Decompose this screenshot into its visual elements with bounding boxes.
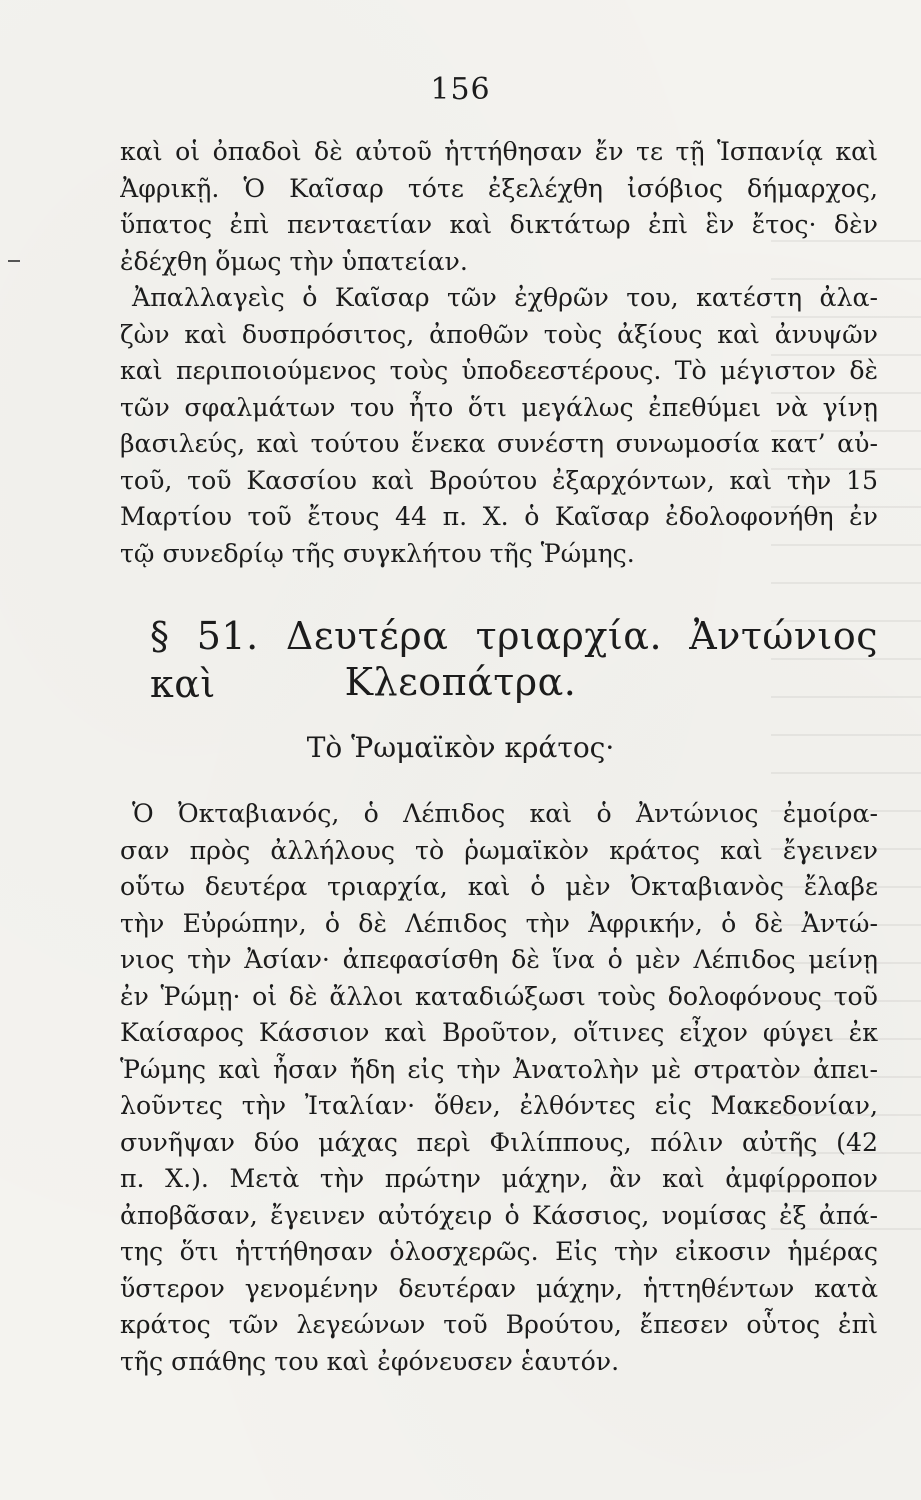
text-line: Ἀφρικῇ. Ὁ Καῖσαρ τότε ἐξελέχθη ἰσόβιος δήμαρχος, bbox=[120, 173, 878, 203]
text-line: λοῦντες τὴν Ἰταλίαν· ὅθεν, ἐλθόντες εἰς Μακεδονίαν, bbox=[120, 1091, 878, 1120]
text-line: συνῆψαν δύο μάχας περὶ Φιλίππους, πόλιν αὐτῆς (42 bbox=[120, 1127, 878, 1157]
section-heading-continuation: Κλεοπάτρα. bbox=[344, 660, 577, 704]
section-heading: § 51. Δευτέρα τριαρχία. Ἀντώνιος καὶ bbox=[150, 614, 878, 706]
text-line: της ὅτι ἡττήθησαν ὁλοσχερῶς. Εἰς τὴν εἰκοσιν ἡμέρας bbox=[120, 1237, 878, 1266]
text-line: τῷ συνεδρίῳ τῆς συγκλήτου τῆς Ῥώμης. bbox=[120, 538, 635, 568]
text-line: καὶ περιποιούμενος τοὺς ὑποδεεστέρους. Τὸ μέγιστον δὲ bbox=[120, 356, 878, 385]
text-line: οὕτω δευτέρα τριαρχία, καὶ ὁ μὲν Ὀκταβιανὸς ἔλαβε bbox=[120, 872, 878, 901]
text-line: τῆς σπάθης του καὶ ἐφόνευσεν ἑαυτόν. bbox=[120, 1346, 620, 1376]
text-line: βασιλεύς, καὶ τούτου ἕνεκα συνέστη συνωμοσία κατ’ αὐ- bbox=[120, 429, 878, 458]
text-line: νιος τὴν Ἀσίαν· ἀπεφασίσθη δὲ ἵνα ὁ μὲν Λέπιδος μείνῃ bbox=[120, 945, 878, 974]
text-line: ἐν Ῥώμῃ· οἱ δὲ ἄλλοι καταδιώξωσι τοὺς δολοφόνους τοῦ bbox=[120, 981, 878, 1011]
text-line: καὶ οἱ ὀπαδοὶ δὲ αὐτοῦ ἡττήθησαν ἔν τε τῇ Ἱσπανίᾳ καὶ bbox=[120, 137, 878, 166]
section-subheading: Τὸ Ῥωμαϊκὸν κράτος· bbox=[306, 731, 615, 764]
paragraph-2 bbox=[120, 280, 878, 572]
text-line: ἐδέχθη ὅμως τὴν ὑπατείαν. bbox=[120, 246, 468, 276]
text-line: σαν πρὸς ἀλλήλους τὸ ῥωμαϊκὸν κράτος καὶ ἔγεινεν bbox=[120, 835, 878, 865]
page-number: 156 bbox=[430, 72, 491, 107]
text-line: ἀποβᾶσαν, ἔγεινεν αὐτόχειρ ὁ Κάσσιος, νομίσας ἐξ ἀπά- bbox=[120, 1200, 878, 1230]
text-line: π. Χ.). Μετὰ τὴν πρώτην μάχην, ἂν καὶ ἀμφίρροπον bbox=[120, 1164, 878, 1193]
text-line: Καίσαρος Κάσσιον καὶ Βροῦτον, οἵτινες εἶχον φύγει ἐκ bbox=[120, 1018, 878, 1047]
text-line: κράτος τῶν λεγεώνων τοῦ Βρούτου, ἔπεσεν οὗτος ἐπὶ bbox=[120, 1310, 878, 1339]
text-line: ὕστερον γενομένην δευτέραν μάχην, ἡττηθέντων κατὰ bbox=[120, 1273, 878, 1303]
text-line: τὴν Εὐρώπην, ὁ δὲ Λέπιδος τὴν Ἀφρικήν, ὁ δὲ Ἀντώ- bbox=[120, 908, 878, 938]
text-line: Ὁ Ὀκταβιανός, ὁ Λέπιδος καὶ ὁ Ἀντώνιος ἐμοίρα- bbox=[132, 799, 878, 828]
paragraph-3 bbox=[120, 796, 878, 1380]
text-line: ζὼν καὶ δυσπρόσιτος, ἀποθῶν τοὺς ἀξίους καὶ ἀνυψῶν bbox=[120, 319, 878, 349]
margin-mark bbox=[8, 260, 20, 262]
text-line: Ῥώμης καὶ ἦσαν ἤδη εἰς τὴν Ἀνατολὴν μὲ στρατὸν ἀπει- bbox=[120, 1054, 878, 1084]
text-line: τοῦ, τοῦ Κασσίου καὶ Βρούτου ἐξαρχόντων, καὶ τὴν 15 bbox=[120, 465, 878, 495]
text-line: ὕπατος ἐπὶ πενταετίαν καὶ δικτάτωρ ἐπὶ ἓν ἔτος· δὲν bbox=[120, 210, 878, 239]
text-line: Ἀπαλλαγεὶς ὁ Καῖσαρ τῶν ἐχθρῶν του, κατέστη ἀλα- bbox=[132, 283, 878, 312]
text-line: τῶν σφαλμάτων του ἦτο ὅτι μεγάλως ἐπεθύμει νὰ γίνῃ bbox=[120, 392, 878, 422]
paragraph-1 bbox=[120, 134, 878, 280]
text-line: Μαρτίου τοῦ ἔτους 44 π. Χ. ὁ Καῖσαρ ἐδολοφονήθη ἐν bbox=[120, 502, 878, 531]
